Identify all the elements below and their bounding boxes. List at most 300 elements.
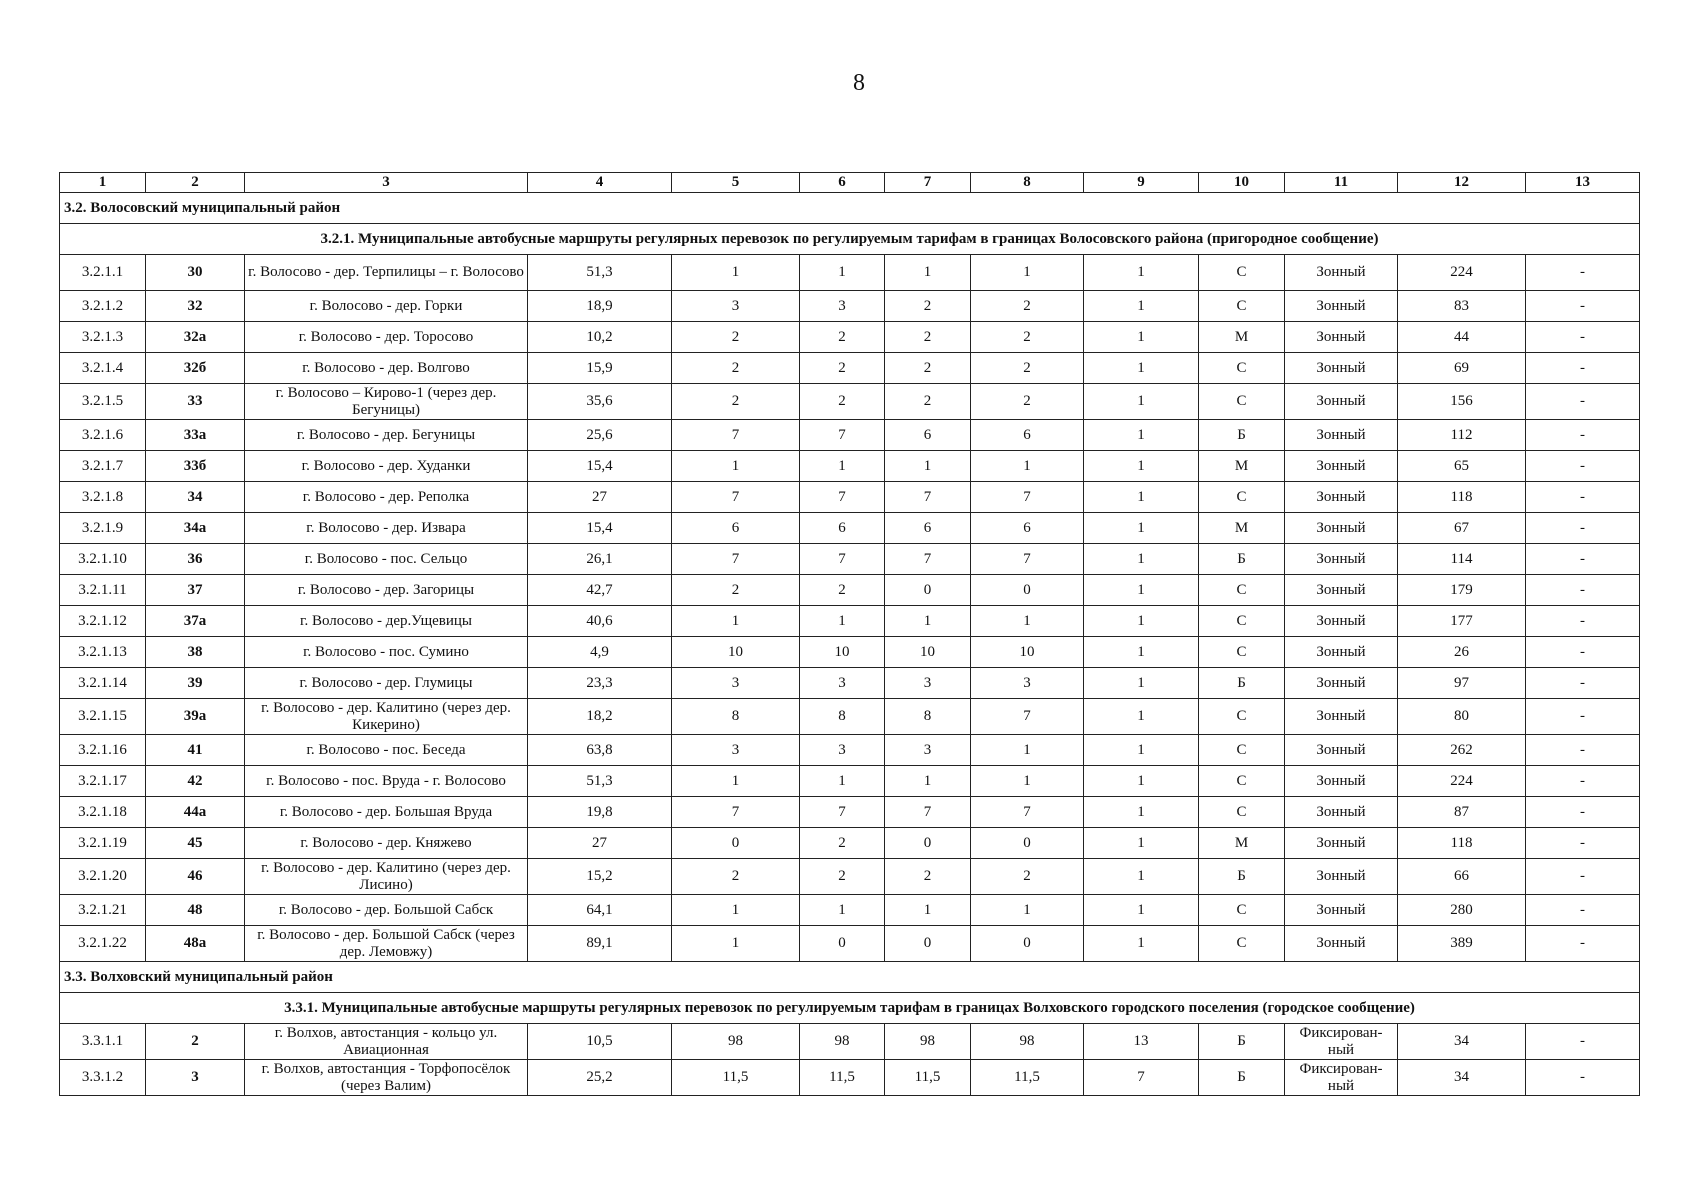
col12-cell: 262 [1398,735,1526,766]
table-row [60,255,1640,291]
row-number-cell: 3.2.1.3 [60,322,146,353]
route-number-cell: 39а [146,699,245,735]
row-number-cell: 3.2.1.6 [60,420,146,451]
tariff-type-cell: Фиксирован-ный [1285,1024,1398,1060]
col9-cell: 1 [1084,451,1199,482]
col13-cell: - [1526,828,1640,859]
col6-cell: 1 [800,255,885,291]
col6-cell: 2 [800,353,885,384]
col8-cell: 98 [971,1024,1084,1060]
col9-cell: 13 [1084,1024,1199,1060]
tariff-type-cell: Зонный [1285,575,1398,606]
col9-cell: 1 [1084,859,1199,895]
table-row [60,895,1640,926]
col6-cell: 8 [800,699,885,735]
col8-cell: 2 [971,291,1084,322]
table-row [60,1060,1640,1096]
col6-cell: 98 [800,1024,885,1060]
vehicle-class-cell: М [1199,513,1285,544]
col7-cell: 0 [885,828,971,859]
table-row [60,420,1640,451]
section-title-row [60,193,1640,224]
col13-cell: - [1526,606,1640,637]
tariff-type-cell: Зонный [1285,353,1398,384]
subsection-title: 3.2.1. Муниципальные автобусные маршруты регулярных перевозок по регулируемым тарифам в границах Волосовского района (пригородное сообщение) [60,224,1640,255]
col7-cell: 8 [885,699,971,735]
column-header: 13 [1526,173,1640,193]
col13-cell: - [1526,482,1640,513]
table-row [60,606,1640,637]
col6-cell: 1 [800,451,885,482]
row-number-cell: 3.2.1.22 [60,926,146,962]
length-cell: 27 [528,482,672,513]
route-number-cell: 42 [146,766,245,797]
col7-cell: 2 [885,322,971,353]
vehicle-class-cell: С [1199,606,1285,637]
route-name-cell: г. Волхов, автостанция - Торфопосёлок (через Валим) [245,1060,528,1096]
col5-cell: 7 [672,544,800,575]
col12-cell: 65 [1398,451,1526,482]
col13-cell: - [1526,735,1640,766]
vehicle-class-cell: С [1199,797,1285,828]
route-name-cell: г. Волосово - дер. Худанки [245,451,528,482]
col6-cell: 3 [800,668,885,699]
col13-cell: - [1526,353,1640,384]
col13-cell: - [1526,637,1640,668]
tariff-type-cell: Зонный [1285,513,1398,544]
tariff-type-cell: Зонный [1285,859,1398,895]
col9-cell: 1 [1084,606,1199,637]
route-number-cell: 2 [146,1024,245,1060]
col9-cell: 1 [1084,255,1199,291]
col6-cell: 7 [800,544,885,575]
route-name-cell: г. Волхов, автостанция - кольцо ул. Авиационная [245,1024,528,1060]
col9-cell: 1 [1084,797,1199,828]
col12-cell: 80 [1398,699,1526,735]
col13-cell: - [1526,699,1640,735]
col7-cell: 7 [885,797,971,828]
col13-cell: - [1526,420,1640,451]
route-name-cell: г. Волосово - дер. Бегуницы [245,420,528,451]
tariff-type-cell: Зонный [1285,895,1398,926]
col5-cell: 2 [672,384,800,420]
col5-cell: 3 [672,668,800,699]
col6-cell: 1 [800,606,885,637]
column-header: 7 [885,173,971,193]
col13-cell: - [1526,1024,1640,1060]
length-cell: 10,5 [528,1024,672,1060]
col6-cell: 6 [800,513,885,544]
column-header: 11 [1285,173,1398,193]
column-header: 8 [971,173,1084,193]
col12-cell: 69 [1398,353,1526,384]
route-number-cell: 45 [146,828,245,859]
col7-cell: 0 [885,575,971,606]
col8-cell: 7 [971,797,1084,828]
col8-cell: 7 [971,482,1084,513]
length-cell: 4,9 [528,637,672,668]
tariff-type-cell: Зонный [1285,797,1398,828]
col6-cell: 0 [800,926,885,962]
route-name-cell: г. Волосово - дер. Княжево [245,828,528,859]
col12-cell: 34 [1398,1060,1526,1096]
col6-cell: 3 [800,735,885,766]
col5-cell: 1 [672,926,800,962]
table-row [60,482,1640,513]
length-cell: 40,6 [528,606,672,637]
row-number-cell: 3.2.1.8 [60,482,146,513]
col7-cell: 1 [885,895,971,926]
route-number-cell: 44а [146,797,245,828]
length-cell: 10,2 [528,322,672,353]
length-cell: 35,6 [528,384,672,420]
route-number-cell: 32 [146,291,245,322]
col8-cell: 1 [971,255,1084,291]
col7-cell: 1 [885,606,971,637]
table-row [60,668,1640,699]
route-name-cell: г. Волосово - дер. Извара [245,513,528,544]
table-row [60,353,1640,384]
route-number-cell: 46 [146,859,245,895]
route-number-cell: 3 [146,1060,245,1096]
col5-cell: 98 [672,1024,800,1060]
col6-cell: 2 [800,859,885,895]
table-row [60,859,1640,895]
col12-cell: 179 [1398,575,1526,606]
col7-cell: 6 [885,420,971,451]
col8-cell: 1 [971,766,1084,797]
col8-cell: 2 [971,322,1084,353]
col9-cell: 1 [1084,926,1199,962]
tariff-type-cell: Зонный [1285,606,1398,637]
col7-cell: 1 [885,766,971,797]
col12-cell: 67 [1398,513,1526,544]
route-number-cell: 33а [146,420,245,451]
row-number-cell: 3.2.1.2 [60,291,146,322]
col8-cell: 6 [971,513,1084,544]
subsection-title-row [60,224,1640,255]
table-body [60,193,1640,1096]
col8-cell: 1 [971,451,1084,482]
col12-cell: 44 [1398,322,1526,353]
vehicle-class-cell: С [1199,699,1285,735]
length-cell: 64,1 [528,895,672,926]
col12-cell: 224 [1398,766,1526,797]
row-number-cell: 3.3.1.2 [60,1060,146,1096]
route-number-cell: 38 [146,637,245,668]
col6-cell: 2 [800,384,885,420]
col12-cell: 97 [1398,668,1526,699]
table-row [60,451,1640,482]
tariff-type-cell: Зонный [1285,482,1398,513]
col13-cell: - [1526,291,1640,322]
col13-cell: - [1526,384,1640,420]
length-cell: 15,2 [528,859,672,895]
route-number-cell: 30 [146,255,245,291]
table-row [60,513,1640,544]
tariff-type-cell: Зонный [1285,544,1398,575]
col7-cell: 2 [885,859,971,895]
vehicle-class-cell: Б [1199,1060,1285,1096]
column-header: 4 [528,173,672,193]
route-name-cell: г. Волосово - дер. Реполка [245,482,528,513]
route-number-cell: 37 [146,575,245,606]
col6-cell: 11,5 [800,1060,885,1096]
column-header: 1 [60,173,146,193]
col8-cell: 1 [971,735,1084,766]
route-name-cell: г. Волосово - дер. Горки [245,291,528,322]
col7-cell: 3 [885,735,971,766]
col8-cell: 0 [971,828,1084,859]
col8-cell: 3 [971,668,1084,699]
col8-cell: 1 [971,895,1084,926]
route-number-cell: 37а [146,606,245,637]
col5-cell: 7 [672,420,800,451]
route-name-cell: г. Волосово - дер. Загорицы [245,575,528,606]
col6-cell: 7 [800,482,885,513]
table-row [60,735,1640,766]
route-number-cell: 32а [146,322,245,353]
col8-cell: 2 [971,859,1084,895]
tariff-type-cell: Зонный [1285,451,1398,482]
col5-cell: 8 [672,699,800,735]
col6-cell: 7 [800,420,885,451]
table-row [60,1024,1640,1060]
col9-cell: 1 [1084,291,1199,322]
col5-cell: 7 [672,797,800,828]
table-row [60,926,1640,962]
row-number-cell: 3.2.1.9 [60,513,146,544]
vehicle-class-cell: С [1199,895,1285,926]
col5-cell: 6 [672,513,800,544]
vehicle-class-cell: Б [1199,859,1285,895]
column-header: 6 [800,173,885,193]
col7-cell: 7 [885,482,971,513]
col9-cell: 1 [1084,735,1199,766]
col7-cell: 0 [885,926,971,962]
col5-cell: 2 [672,859,800,895]
table-row [60,575,1640,606]
column-header: 3 [245,173,528,193]
row-number-cell: 3.2.1.19 [60,828,146,859]
tariff-type-cell: Зонный [1285,766,1398,797]
col12-cell: 87 [1398,797,1526,828]
vehicle-class-cell: С [1199,255,1285,291]
column-header: 9 [1084,173,1199,193]
tariff-type-cell: Зонный [1285,637,1398,668]
col12-cell: 156 [1398,384,1526,420]
col9-cell: 1 [1084,420,1199,451]
length-cell: 27 [528,828,672,859]
col6-cell: 1 [800,766,885,797]
col12-cell: 389 [1398,926,1526,962]
col8-cell: 2 [971,353,1084,384]
row-number-cell: 3.2.1.7 [60,451,146,482]
col13-cell: - [1526,1060,1640,1096]
route-name-cell: г. Волосово - дер. Терпилицы – г. Волосово [245,255,528,291]
length-cell: 15,4 [528,451,672,482]
route-number-cell: 34 [146,482,245,513]
col5-cell: 2 [672,322,800,353]
tariff-type-cell: Зонный [1285,828,1398,859]
route-name-cell: г. Волосово - пос. Сельцо [245,544,528,575]
route-name-cell: г. Волосово - дер. Глумицы [245,668,528,699]
table-row [60,766,1640,797]
route-name-cell: г. Волосово - дер. Калитино (через дер. Лисино) [245,859,528,895]
row-number-cell: 3.2.1.16 [60,735,146,766]
col9-cell: 1 [1084,637,1199,668]
length-cell: 15,4 [528,513,672,544]
route-name-cell: г. Волосово - дер. Торосово [245,322,528,353]
header-row [60,173,1640,193]
row-number-cell: 3.2.1.4 [60,353,146,384]
col12-cell: 224 [1398,255,1526,291]
col13-cell: - [1526,322,1640,353]
tariff-type-cell: Зонный [1285,668,1398,699]
vehicle-class-cell: С [1199,637,1285,668]
col13-cell: - [1526,451,1640,482]
col7-cell: 1 [885,255,971,291]
route-number-cell: 33 [146,384,245,420]
col7-cell: 2 [885,384,971,420]
tariff-type-cell: Зонный [1285,735,1398,766]
col5-cell: 2 [672,575,800,606]
vehicle-class-cell: С [1199,482,1285,513]
col12-cell: 112 [1398,420,1526,451]
route-name-cell: г. Волосово - дер. Калитино (через дер. Кикерино) [245,699,528,735]
col13-cell: - [1526,513,1640,544]
col9-cell: 1 [1084,766,1199,797]
tariff-type-cell: Зонный [1285,291,1398,322]
subsection-title: 3.3.1. Муниципальные автобусные маршруты регулярных перевозок по регулируемым тарифам в границах Волховского городского поселения (городское сообщение) [60,993,1640,1024]
col13-cell: - [1526,895,1640,926]
route-number-cell: 36 [146,544,245,575]
col8-cell: 1 [971,606,1084,637]
col7-cell: 7 [885,544,971,575]
length-cell: 15,9 [528,353,672,384]
route-name-cell: г. Волосово - дер. Волгово [245,353,528,384]
col13-cell: - [1526,859,1640,895]
col6-cell: 2 [800,322,885,353]
col5-cell: 1 [672,606,800,637]
col6-cell: 1 [800,895,885,926]
row-number-cell: 3.2.1.1 [60,255,146,291]
col13-cell: - [1526,575,1640,606]
col8-cell: 0 [971,575,1084,606]
col5-cell: 1 [672,895,800,926]
length-cell: 25,6 [528,420,672,451]
route-number-cell: 39 [146,668,245,699]
col13-cell: - [1526,766,1640,797]
length-cell: 26,1 [528,544,672,575]
col13-cell: - [1526,926,1640,962]
route-number-cell: 34а [146,513,245,544]
column-header: 5 [672,173,800,193]
col12-cell: 114 [1398,544,1526,575]
vehicle-class-cell: Б [1199,668,1285,699]
col7-cell: 1 [885,451,971,482]
col6-cell: 7 [800,797,885,828]
col13-cell: - [1526,544,1640,575]
vehicle-class-cell: Б [1199,544,1285,575]
col12-cell: 66 [1398,859,1526,895]
col9-cell: 1 [1084,384,1199,420]
row-number-cell: 3.2.1.12 [60,606,146,637]
col7-cell: 3 [885,668,971,699]
col5-cell: 11,5 [672,1060,800,1096]
col5-cell: 1 [672,255,800,291]
col5-cell: 3 [672,291,800,322]
route-number-cell: 48 [146,895,245,926]
col9-cell: 1 [1084,482,1199,513]
route-name-cell: г. Волосово – Кирово-1 (через дер. Бегуницы) [245,384,528,420]
route-name-cell: г. Волосово - пос. Беседа [245,735,528,766]
table-row [60,797,1640,828]
length-cell: 51,3 [528,255,672,291]
col8-cell: 11,5 [971,1060,1084,1096]
tariff-type-cell: Зонный [1285,255,1398,291]
column-header: 10 [1199,173,1285,193]
length-cell: 23,3 [528,668,672,699]
col8-cell: 2 [971,384,1084,420]
col6-cell: 2 [800,828,885,859]
section-title: 3.3. Волховский муниципальный район [60,962,1640,993]
length-cell: 42,7 [528,575,672,606]
col8-cell: 10 [971,637,1084,668]
vehicle-class-cell: С [1199,735,1285,766]
col9-cell: 1 [1084,828,1199,859]
col12-cell: 118 [1398,482,1526,513]
length-cell: 18,9 [528,291,672,322]
row-number-cell: 3.2.1.11 [60,575,146,606]
vehicle-class-cell: С [1199,291,1285,322]
col8-cell: 6 [971,420,1084,451]
route-number-cell: 48а [146,926,245,962]
vehicle-class-cell: М [1199,828,1285,859]
col8-cell: 7 [971,544,1084,575]
col6-cell: 10 [800,637,885,668]
col5-cell: 1 [672,451,800,482]
route-name-cell: г. Волосово - дер. Большой Сабск (через дер. Лемовжу) [245,926,528,962]
vehicle-class-cell: М [1199,322,1285,353]
vehicle-class-cell: Б [1199,1024,1285,1060]
section-title-row [60,962,1640,993]
table-row [60,828,1640,859]
route-name-cell: г. Волосово - дер.Ущевицы [245,606,528,637]
route-name-cell: г. Волосово - дер. Большая Вруда [245,797,528,828]
route-name-cell: г. Волосово - пос. Сумино [245,637,528,668]
col9-cell: 1 [1084,668,1199,699]
row-number-cell: 3.2.1.10 [60,544,146,575]
vehicle-class-cell: С [1199,926,1285,962]
col6-cell: 2 [800,575,885,606]
col5-cell: 10 [672,637,800,668]
row-number-cell: 3.3.1.1 [60,1024,146,1060]
route-name-cell: г. Волосово - дер. Большой Сабск [245,895,528,926]
table-row [60,544,1640,575]
vehicle-class-cell: С [1199,384,1285,420]
col7-cell: 6 [885,513,971,544]
col5-cell: 0 [672,828,800,859]
tariff-type-cell: Зонный [1285,384,1398,420]
length-cell: 19,8 [528,797,672,828]
section-title: 3.2. Волосовский муниципальный район [60,193,1640,224]
routes-table [59,172,1640,1096]
col7-cell: 98 [885,1024,971,1060]
col9-cell: 1 [1084,513,1199,544]
length-cell: 25,2 [528,1060,672,1096]
length-cell: 89,1 [528,926,672,962]
